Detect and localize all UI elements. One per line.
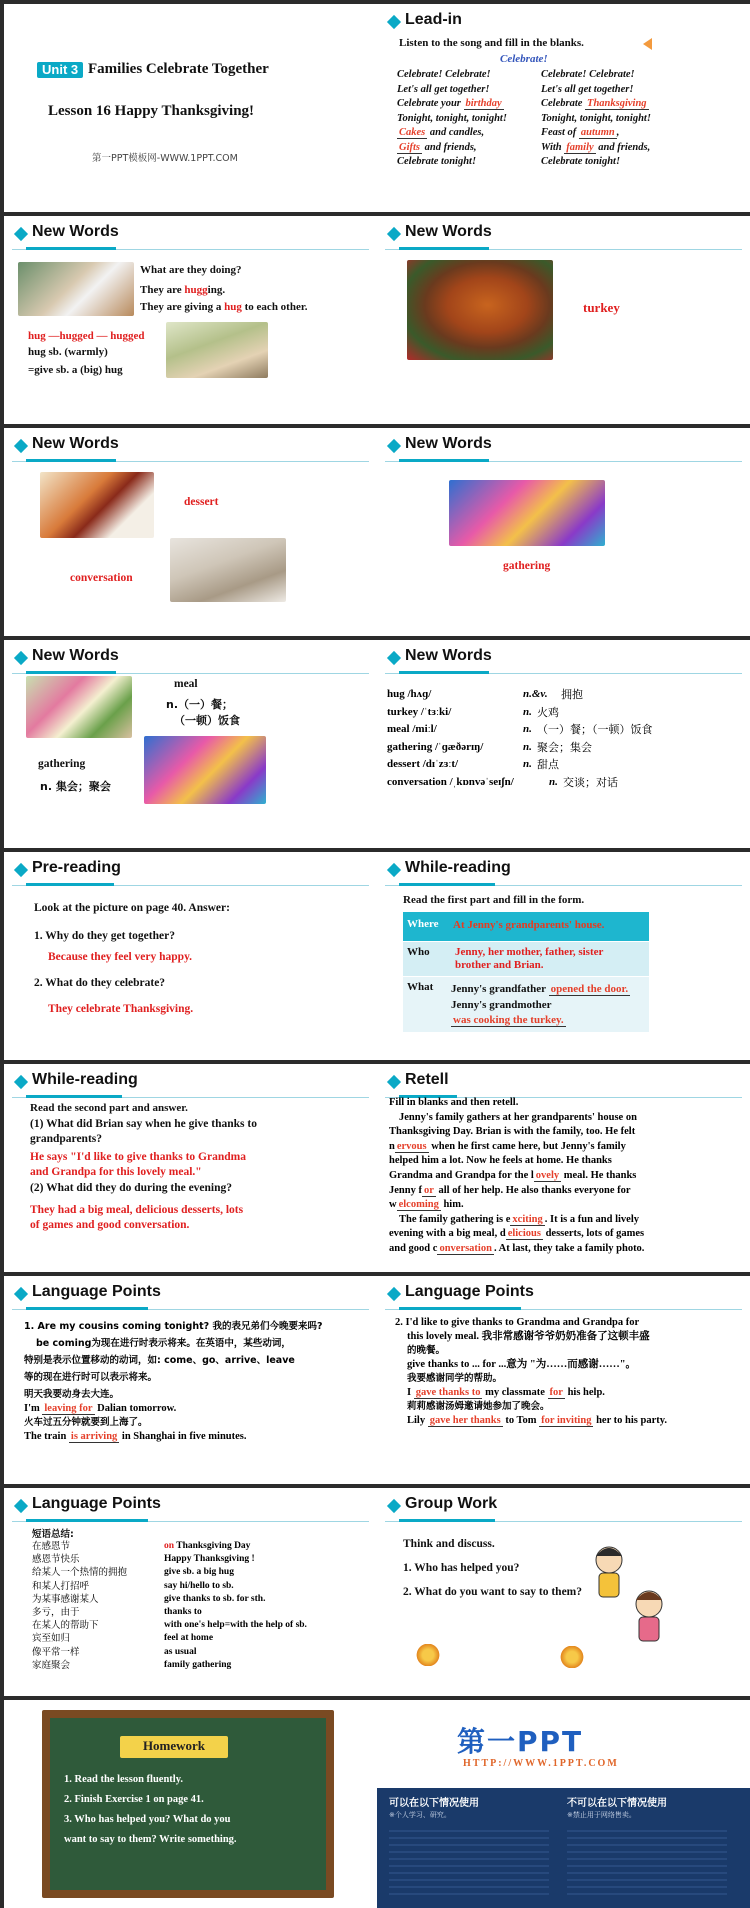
slide-heading: Group Work xyxy=(405,1495,498,1512)
language-point-examples: 明天我要动身去大连。 I'm leaving for Dalian tomorrow. 火车过五分钟就要到上海了。 The train is arriving in Shanghai in five minutes. xyxy=(24,1389,247,1442)
usage-2: =give sb. a (big) hug xyxy=(28,364,123,376)
diamond-icon xyxy=(387,1499,401,1513)
answer-1: He says "I'd like to give thanks to Grandma and Grandpa for this lovely meal." xyxy=(30,1151,246,1178)
form-row-where: Where At Jenny's grandparents' house. xyxy=(403,912,649,941)
slide-header xyxy=(377,1488,750,1522)
slide-pre-reading[interactable] xyxy=(4,852,377,1060)
word-conversation: conversation xyxy=(70,572,133,584)
slide-header xyxy=(4,852,377,886)
vocab-row: conversation /ˌkɒnvəˈseɪʃn/ n. 交谈；对话 xyxy=(387,775,618,789)
slide-header xyxy=(377,1064,750,1098)
phrase-list xyxy=(32,1540,362,1672)
vocab-row: turkey /ˈtɜːki/ n. 火鸡 xyxy=(387,705,559,719)
instruction: Listen to the song and fill in the blanks. xyxy=(399,37,584,49)
unit-title: Families Celebrate Together xyxy=(88,61,269,77)
meal-definition-2: （一顿）饭食 xyxy=(174,714,240,727)
can-use-note: ※个人学习、研究。 xyxy=(389,1811,451,1819)
diamond-icon xyxy=(387,227,401,241)
gathering-definition: n. 集会；聚会 xyxy=(40,780,111,793)
question-2: 2. What do they celebrate? xyxy=(34,977,166,989)
slide-heading: Lead-in xyxy=(405,11,462,28)
slide-heading: Language Points xyxy=(405,1283,534,1300)
slide-heading: Retell xyxy=(405,1071,449,1088)
phrase-row: 给某人一个热情的拥抱 give sb. a big hug xyxy=(32,1567,234,1579)
slide-new-words-dessert[interactable] xyxy=(4,428,377,636)
can-use-title: 可以在以下情况使用 xyxy=(389,1798,479,1809)
slide-language-points-1[interactable] xyxy=(4,1276,377,1484)
answer-2: They had a big meal, delicious desserts, lots of games and good conversation. xyxy=(30,1204,244,1231)
diamond-icon xyxy=(387,15,401,29)
slide-lead-in[interactable] xyxy=(377,4,750,212)
retell-passage: Fill in blanks and then retell. Jenny's family gathers at her grandparents' house on Thanksgiving Day. Brian is with the family, too. He felt n ervous when he first came here, but Jenny's family helped him a lot. Now he feels at home. He thanks Grandma and Grandpa for the l ovely meal. He thanks Jenny f or all of her help. He also thanks everyone for w elcoming him. The family gathering is e xciting . It is a fun and lively evening with a big meal, d elicious desserts, lots of games and good c onversation . At last, they take a family photo. xyxy=(389,1097,645,1254)
slide-retell[interactable] xyxy=(377,1064,750,1272)
diamond-icon xyxy=(14,863,28,877)
lyrics-left: Celebrate! Celebrate! Let's all get together! Celebrate your birthday Tonight, tonight, tonight! Cakes and candles, Gifts and friends, Celebrate tonight! xyxy=(397,69,507,167)
diamond-icon xyxy=(14,439,28,453)
question: What are they doing? xyxy=(140,264,242,276)
slide-header xyxy=(377,640,750,674)
turkey-photo xyxy=(407,260,553,360)
diamond-icon xyxy=(14,227,28,241)
vocab-row: gathering /ˈɡæðərɪŋ/ n. 聚会；集会 xyxy=(387,740,592,754)
slide-header xyxy=(4,1276,377,1310)
phrase-row: 为某事感谢某人 give thanks to sb. for sth. xyxy=(32,1593,266,1605)
slide-vocabulary-list[interactable] xyxy=(377,640,750,848)
vocab-row: hug /hʌɡ/ n.&v. 拥抱 xyxy=(387,688,583,701)
meal-photo xyxy=(26,676,132,738)
diamond-icon xyxy=(14,651,28,665)
slide-heading: Language Points xyxy=(32,1495,161,1512)
word-dessert: dessert xyxy=(184,496,219,508)
slide-heading: New Words xyxy=(32,223,119,240)
diamond-icon xyxy=(387,651,401,665)
question-1: 1. Who has helped you? xyxy=(403,1562,520,1574)
language-point-2: 2. I'd like to give thanks to Grandma and Grandpa for this lovely meal. 我非常感谢爷爷奶奶准备了这顿丰盛 的晚餐。 give thanks to ... for ...意为 "为……而感谢……"。 我要感谢同学的帮助。 I gave thanks to my classmate for his help. 莉莉感谢汤姆邀请她参加了晚会。 Lily gave her thanks to Tom for inviting her to his party. xyxy=(395,1317,668,1426)
vocab-row: meal /miːl/ n. （一）餐；（一顿）饭食 xyxy=(387,723,653,736)
question-1: 1. Why do they get together? xyxy=(34,930,175,942)
diamond-icon xyxy=(14,1499,28,1513)
phrase-row: 感恩节快乐 Happy Thanksgiving ! xyxy=(32,1554,255,1566)
slide-new-words-meal[interactable] xyxy=(4,640,377,848)
slide-heading: New Words xyxy=(405,435,492,452)
answer-1: They are hugging. xyxy=(140,284,226,296)
slide-header xyxy=(4,1064,377,1098)
slide-new-words-gathering[interactable] xyxy=(377,428,750,636)
phrase-row: 宾至如归 feel at home xyxy=(32,1633,214,1645)
link-list-right[interactable] xyxy=(567,1830,727,1898)
homework-list: 1. Read the lesson fluently. 2. Finish Exercise 1 on page 41. 3. Who has helped you? What do you want to say to them? Write something. xyxy=(64,1774,237,1845)
phrase-row: 和某人打招呼 say hi/hello to sb. xyxy=(32,1580,234,1592)
slide-header xyxy=(4,216,377,250)
form-row-who: Who Jenny, her mother, father, sister brother and Brian. xyxy=(403,942,649,976)
conversation-photo xyxy=(170,538,286,602)
diamond-icon xyxy=(387,863,401,877)
form-row-what: What Jenny's grandfather opened the door. Jenny's grandmother was cooking the turkey. xyxy=(403,977,649,1032)
word-label: gathering xyxy=(503,560,551,572)
flower-icon xyxy=(557,1646,587,1668)
slide-phrase-summary[interactable] xyxy=(4,1488,377,1696)
phrase-row: 在某人的帮助下 with one's help=with the help of sb. xyxy=(32,1620,307,1632)
diamond-icon xyxy=(387,439,401,453)
instruction: Read the first part and fill in the form. xyxy=(403,894,585,906)
homework-label: Homework xyxy=(142,1738,206,1753)
phrase-row: 家庭聚会 family gathering xyxy=(32,1659,232,1671)
phrase-row: 多亏，由于 thanks to xyxy=(32,1606,202,1618)
hug-photo xyxy=(18,262,134,316)
question-2: 2. What do you want to say to them? xyxy=(403,1586,583,1598)
site-credit: 第一PPT模板网-WWW.1PPT.COM xyxy=(92,153,238,164)
instruction: Look at the picture on page 40. Answer: xyxy=(34,902,230,914)
slide-heading: New Words xyxy=(32,647,119,664)
word-meal: meal xyxy=(174,678,198,690)
language-point-1: 1. Are my cousins coming tonight? 我的表兄弟们今晚要来吗? be coming为现在进行时表示将来。在英语中，某些动词， 特别是表示位置移动的动词，如: come、go、arrive、leave 等的现在进行时可以表示将来。 xyxy=(24,1321,323,1383)
lesson-title: Lesson 16 Happy Thanksgiving! xyxy=(48,103,255,119)
question-2: (2) What did they do during the evening? xyxy=(30,1182,233,1194)
slide-header xyxy=(377,852,750,886)
slide-credits[interactable] xyxy=(377,1700,750,1908)
word-label: turkey xyxy=(583,300,620,315)
gathering-photo xyxy=(449,480,605,546)
site-url[interactable]: HTTP://WWW.1PPT.COM xyxy=(463,1758,619,1769)
cannot-use-note: ※禁止用于网络售卖。 xyxy=(567,1811,636,1819)
slide-header xyxy=(4,428,377,462)
slide-header xyxy=(377,216,750,250)
slide-group-work[interactable] xyxy=(377,1488,750,1696)
slide-new-words-hug[interactable] xyxy=(4,216,377,424)
gathering-photo xyxy=(144,736,266,804)
info-form xyxy=(403,912,649,1032)
slide-header xyxy=(377,428,750,462)
answer-1: Because they feel very happy. xyxy=(48,951,193,963)
who-value: Jenny, her mother, father, sister brother and Brian. xyxy=(455,946,604,971)
slide-while-reading-form[interactable] xyxy=(377,852,750,1060)
slide-heading: While-reading xyxy=(32,1071,138,1088)
elderly-hug-photo xyxy=(166,322,268,378)
slide-new-words-turkey[interactable] xyxy=(377,216,750,424)
lyrics-right: Celebrate! Celebrate! Let's all get together! Celebrate Thanksgiving Tonight, tonight, tonight! Feast of autumn , With family and friends, Celebrate tonight! xyxy=(541,69,651,167)
vocab-table xyxy=(387,686,747,791)
meal-definition-1: n.（一）餐； xyxy=(166,698,234,711)
phrase-row: 像平常一样 as usual xyxy=(32,1646,197,1658)
usage-1: hug sb. (warmly) xyxy=(28,346,108,358)
cannot-use-title: 不可以在以下情况使用 xyxy=(567,1798,667,1809)
slide-heading: New Words xyxy=(405,223,492,240)
slide-header xyxy=(377,4,750,38)
slide-language-points-2[interactable] xyxy=(377,1276,750,1484)
dessert-photo xyxy=(40,472,154,538)
unit-label: Unit 3 xyxy=(42,62,79,77)
slide-heading: Pre-reading xyxy=(32,859,121,876)
instruction: Think and discuss. xyxy=(403,1538,495,1550)
slide-heading: Language Points xyxy=(32,1283,161,1300)
slide-header xyxy=(4,1488,377,1522)
diamond-icon xyxy=(387,1287,401,1301)
slide-title[interactable] xyxy=(4,4,377,212)
logo: 第一PPT xyxy=(457,1725,584,1758)
slide-homework[interactable] xyxy=(4,1700,377,1908)
diamond-icon xyxy=(14,1075,28,1089)
speaker-icon[interactable] xyxy=(643,38,652,50)
children-illustration xyxy=(587,1538,677,1650)
answer-2: They are giving a hug to each other. xyxy=(140,301,308,313)
summary-heading: 短语总结: xyxy=(32,1529,74,1540)
link-list-left[interactable] xyxy=(389,1830,549,1898)
phrase-row: 在感恩节 on Thanksgiving Day xyxy=(32,1541,251,1552)
vocab-row: dessert /dɪˈzɜːt/ n. 甜点 xyxy=(387,758,559,771)
word-gathering: gathering xyxy=(38,758,86,770)
diamond-icon xyxy=(387,1075,401,1089)
diamond-icon xyxy=(14,1287,28,1301)
answer-2: They celebrate Thanksgiving. xyxy=(48,1003,194,1015)
question-1: (1) What did Brian say when he give thanks to grandparents? xyxy=(30,1118,257,1145)
flower-icon xyxy=(413,1644,443,1666)
slide-while-reading-answers[interactable] xyxy=(4,1064,377,1272)
verb-forms: hug —hugged — hugged xyxy=(28,330,145,342)
slide-heading: New Words xyxy=(32,435,119,452)
slide-heading: New Words xyxy=(405,647,492,664)
slide-heading: While-reading xyxy=(405,859,511,876)
instruction: Read the second part and answer. xyxy=(30,1102,188,1114)
song-title: Celebrate! xyxy=(500,53,548,65)
slide-header xyxy=(4,640,377,674)
slide-header xyxy=(377,1276,750,1310)
